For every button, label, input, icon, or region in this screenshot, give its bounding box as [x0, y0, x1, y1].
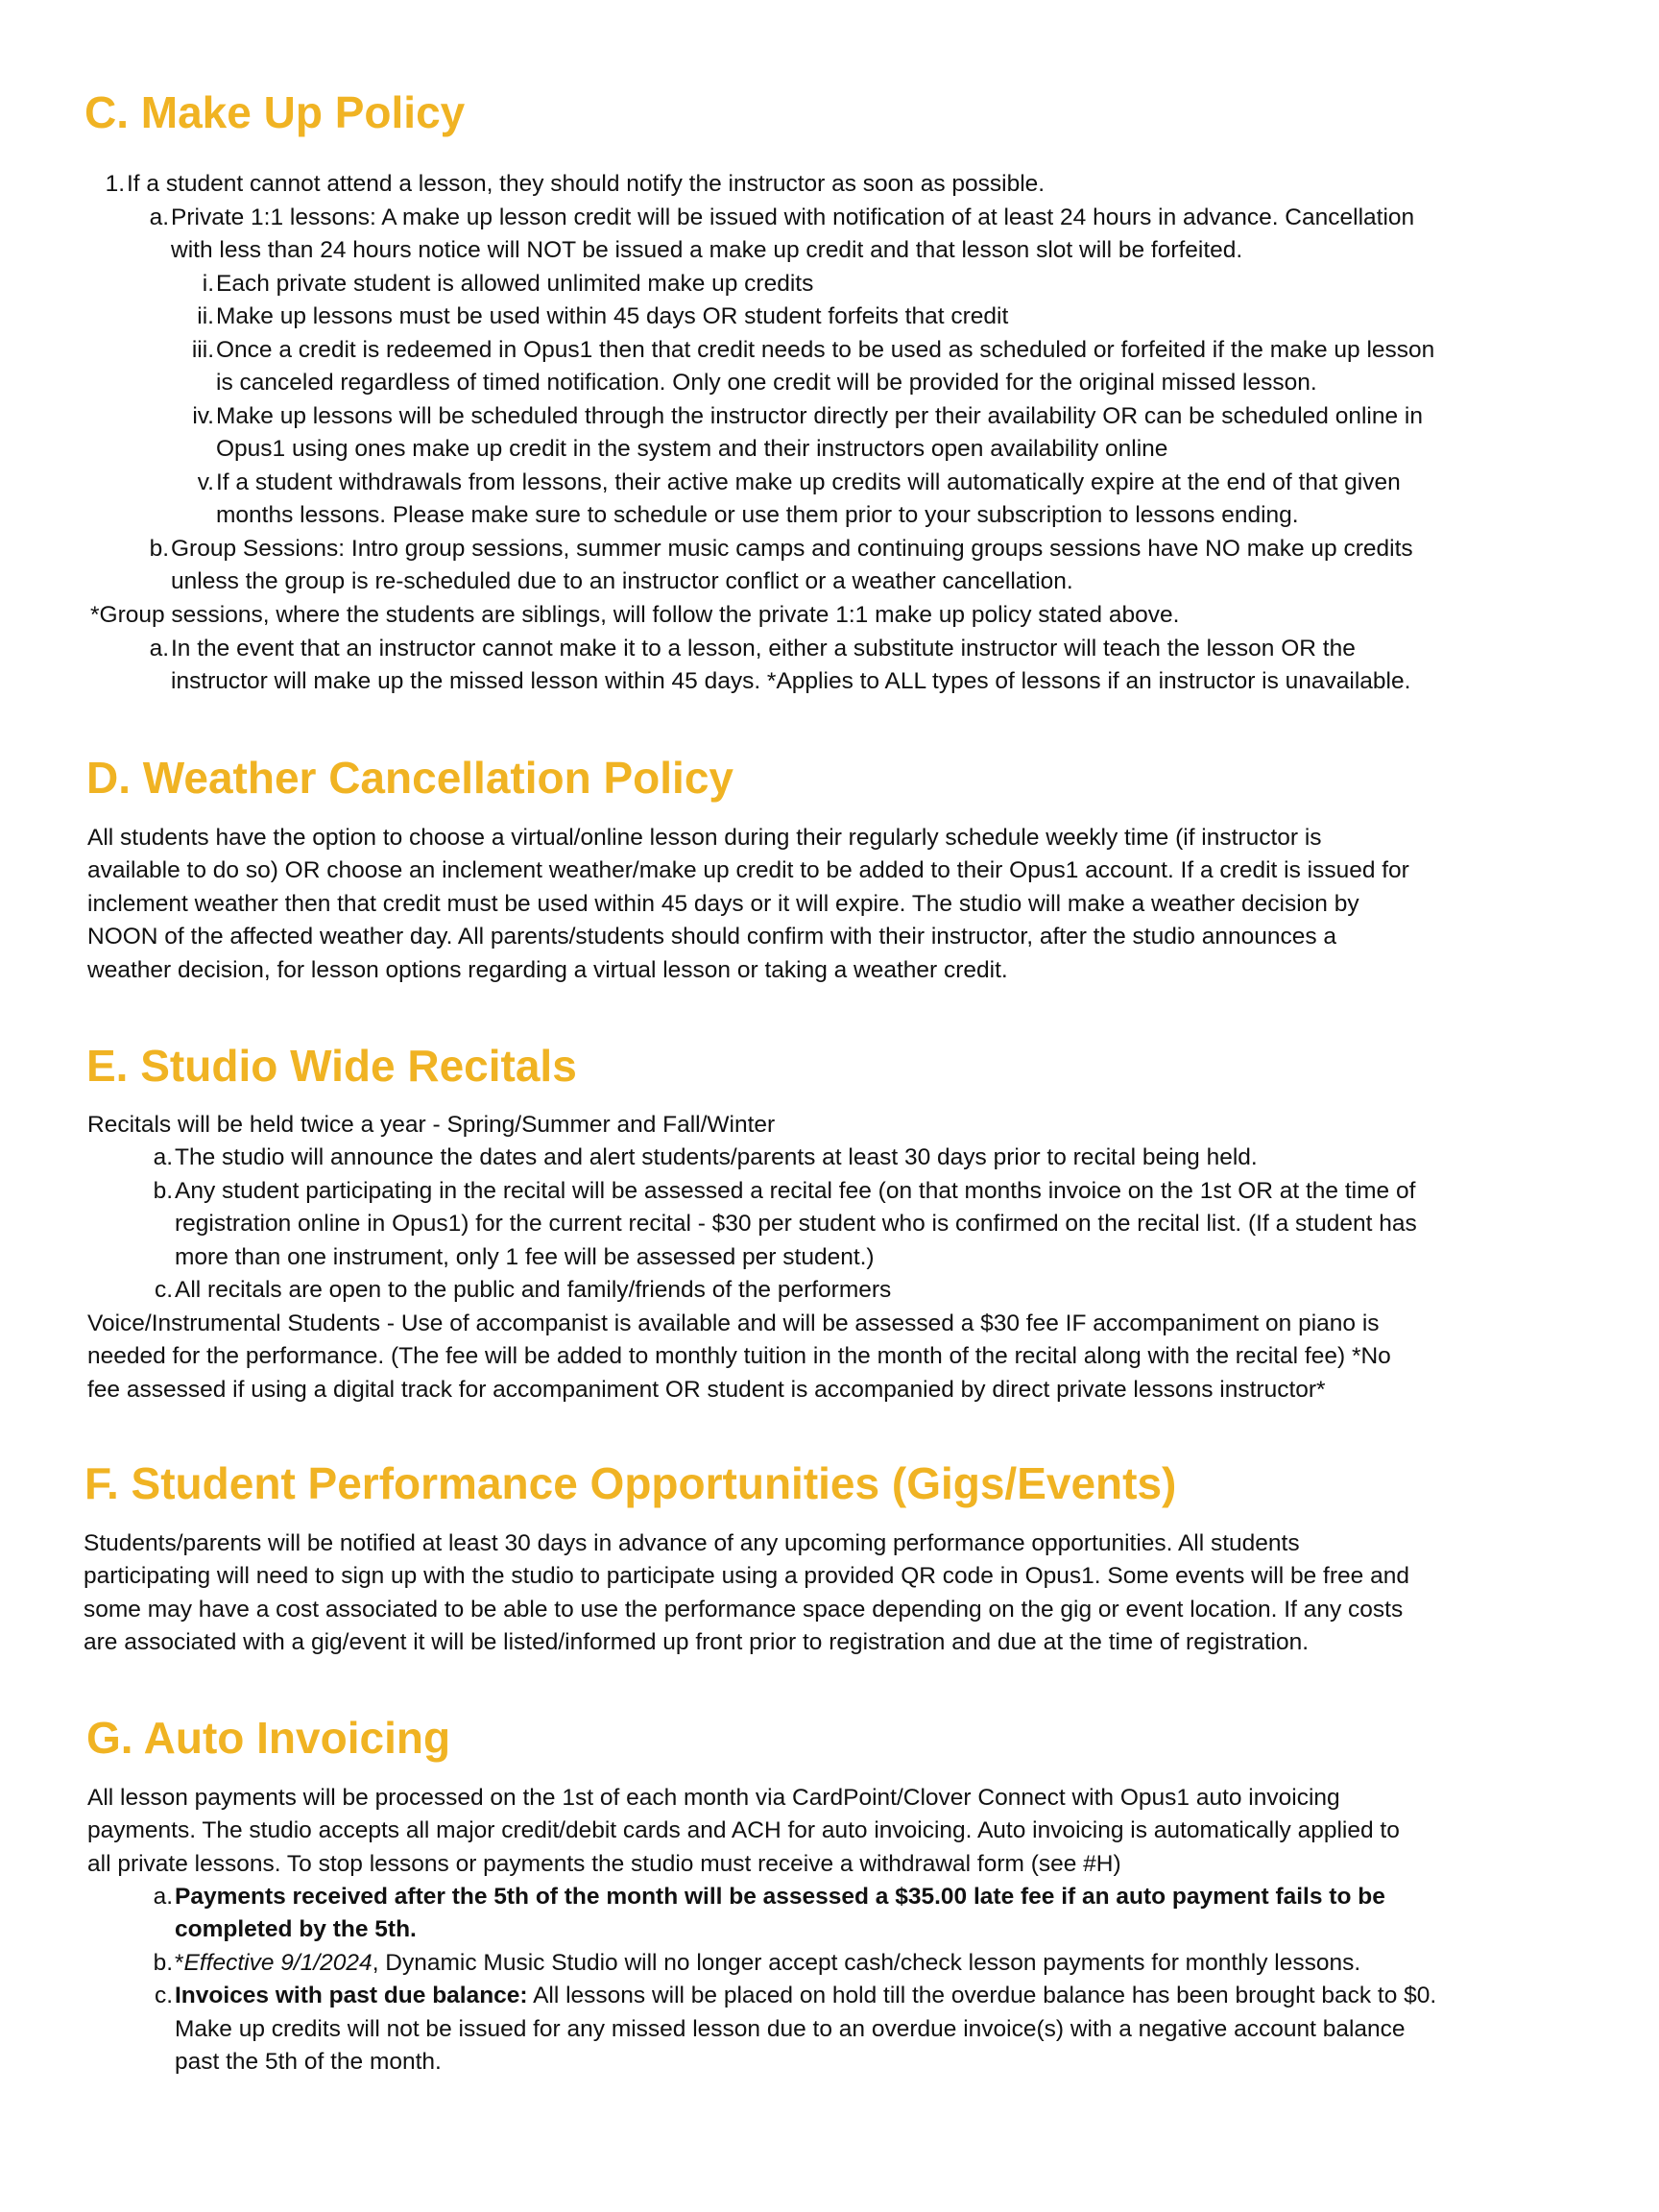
list-item-continuation: registration online in Opus1) for the current recital - $30 per student who is confirmed on the recital list. (If a student has	[175, 1211, 1417, 1237]
list-item: Each private student is allowed unlimited make up credits	[216, 271, 814, 297]
list-item: Group Sessions: Intro group sessions, summer music camps and continuing groups sessions have NO make up credits	[171, 536, 1413, 562]
list-item: In the event that an instructor cannot make it to a lesson, either a substitute instructor will teach the lesson OR the	[171, 636, 1356, 661]
paragraph-line: are associated with a gig/event it will be listed/informed up front prior to registration and due at the time of registration.	[84, 1629, 1310, 1655]
paragraph-line: participating will need to sign up with the studio to participate using a provided QR code in Opus1. Some events will be free and	[84, 1563, 1409, 1589]
list-item-continuation: is canceled regardless of timed notification. Only one credit will be provided for the original missed lesson.	[216, 370, 1317, 396]
list-item-continuation: past the 5th of the month.	[175, 2049, 442, 2075]
list-marker: iv.	[192, 403, 214, 429]
late-fee-notice: Payments received after the 5th of the month will be assessed a $35.00 late fee if an auto payment fails to be	[175, 1884, 1385, 1910]
list-item: If a student withdrawals from lessons, their active make up credits will automatically expire at the end of that given	[216, 469, 1401, 495]
recitals-heading: E. Studio Wide Recitals	[86, 1041, 577, 1091]
list-marker: b.	[149, 536, 169, 562]
list-item-continuation: months lessons. Please make sure to schedule or use them prior to your subscription to lessons ending.	[216, 502, 1299, 528]
list-marker: ii.	[197, 303, 214, 329]
list-marker: 1.	[105, 171, 125, 197]
weather-policy-heading: D. Weather Cancellation Policy	[86, 753, 734, 803]
recitals-intro: Recitals will be held twice a year - Spring/Summer and Fall/Winter	[87, 1112, 776, 1138]
late-fee-notice-continuation: completed by the 5th.	[175, 1916, 417, 1942]
list-item: Make up lessons must be used within 45 days OR student forfeits that credit	[216, 303, 1009, 329]
list-marker: a.	[153, 1144, 173, 1170]
list-item-continuation: Opus1 using ones make up credit in the system and their instructors open availability online	[216, 436, 1168, 462]
make-up-policy-heading: C. Make Up Policy	[84, 87, 466, 137]
list-marker: i.	[202, 271, 214, 297]
paragraph-line: inclement weather then that credit must be used within 45 days or it will expire. The studio will make a weather decision by	[87, 891, 1359, 917]
asterisk: *	[175, 1950, 184, 1976]
list-item-continuation: more than one instrument, only 1 fee will be assessed per student.)	[175, 1244, 875, 1270]
list-item-continuation: with less than 24 hours notice will NOT be issued a make up credit and that lesson slot will be forfeited.	[171, 237, 1243, 263]
paragraph-line: Voice/Instrumental Students - Use of accompanist is available and will be assessed a $30 fee IF accompaniment on piano is	[87, 1310, 1380, 1336]
past-due-label: Invoices with past due balance:	[175, 1983, 528, 2008]
performance-heading: F. Student Performance Opportunities (Gigs/Events)	[84, 1458, 1177, 1508]
list-marker: v.	[197, 469, 214, 495]
list-item: Private 1:1 lessons: A make up lesson credit will be issued with notification of at least 24 hours in advance. Cancellation	[171, 204, 1415, 230]
past-due-notice	[175, 1980, 1436, 2012]
paragraph-line: All students have the option to choose a virtual/online lesson during their regularly schedule weekly time (if instructor is	[87, 825, 1322, 851]
list-item-continuation: instructor will make up the missed lesson within 45 days. *Applies to ALL types of lessons if an instructor is unavailable.	[171, 668, 1411, 694]
paragraph-line: All lesson payments will be processed on the 1st of each month via CardPoint/Clover Connect with Opus1 auto invoicing	[87, 1785, 1340, 1811]
list-marker: b.	[153, 1178, 173, 1204]
list-marker: iii.	[191, 337, 214, 363]
effective-date: Effective 9/1/2024	[183, 1950, 373, 1976]
invoicing-heading: G. Auto Invoicing	[86, 1713, 451, 1763]
paragraph-line: weather decision, for lesson options regarding a virtual lesson or taking a weather credit.	[87, 957, 1008, 983]
list-marker: b.	[153, 1950, 173, 1976]
list-item: If a student cannot attend a lesson, they should notify the instructor as soon as possible.	[127, 171, 1046, 197]
past-due-text: All lessons will be placed on hold till the overdue balance has been brought back to $0.	[527, 1983, 1437, 2008]
paragraph-line: fee assessed if using a digital track for accompaniment OR student is accompanied by direct private lessons instructor*	[87, 1377, 1326, 1403]
list-marker: c.	[154, 1983, 173, 2008]
list-marker: a.	[149, 204, 169, 230]
paragraph-line: some may have a cost associated to be able to use the performance space depending on the gig or event location. If any costs	[84, 1597, 1404, 1623]
cash-check-notice	[175, 1947, 1360, 1980]
paragraph-line: NOON of the affected weather day. All parents/students should confirm with their instructor, after the studio announces a	[87, 924, 1337, 950]
list-item-continuation: Make up credits will not be issued for any missed lesson due to an overdue invoice(s) with a negative account balance	[175, 2016, 1406, 2042]
paragraph-line: payments. The studio accepts all major credit/debit cards and ACH for auto invoicing. Auto invoicing is automatically applied to	[87, 1817, 1400, 1843]
paragraph-line: all private lessons. To stop lessons or payments the studio must receive a withdrawal form (see #H)	[87, 1851, 1121, 1877]
list-marker: c.	[154, 1277, 173, 1303]
sibling-note: *Group sessions, where the students are siblings, will follow the private 1:1 make up policy stated above.	[90, 602, 1180, 628]
cash-check-text: , Dynamic Music Studio will no longer accept cash/check lesson payments for monthly lessons.	[372, 1950, 1361, 1976]
paragraph-line: Students/parents will be notified at least 30 days in advance of any upcoming performance opportunities. All students	[84, 1530, 1300, 1556]
list-item: Once a credit is redeemed in Opus1 then that credit needs to be used as scheduled or forfeited if the make up lesson	[216, 337, 1435, 363]
paragraph-line: needed for the performance. (The fee will be added to monthly tuition in the month of the recital along with the recital fee) *No	[87, 1343, 1391, 1369]
list-item: Any student participating in the recital will be assessed a recital fee (on that months invoice on the 1st OR at the time of	[175, 1178, 1416, 1204]
list-item: The studio will announce the dates and alert students/parents at least 30 days prior to recital being held.	[175, 1144, 1258, 1170]
list-item: Make up lessons will be scheduled through the instructor directly per their availability OR can be scheduled online in	[216, 403, 1423, 429]
list-marker: a.	[153, 1884, 173, 1910]
list-marker: a.	[149, 636, 169, 661]
list-item: All recitals are open to the public and family/friends of the performers	[175, 1277, 892, 1303]
list-item-continuation: unless the group is re-scheduled due to an instructor conflict or a weather cancellation.	[171, 568, 1073, 594]
paragraph-line: available to do so) OR choose an inclement weather/make up credit to be added to their Opus1 account. If a credit is issued for	[87, 857, 1409, 883]
